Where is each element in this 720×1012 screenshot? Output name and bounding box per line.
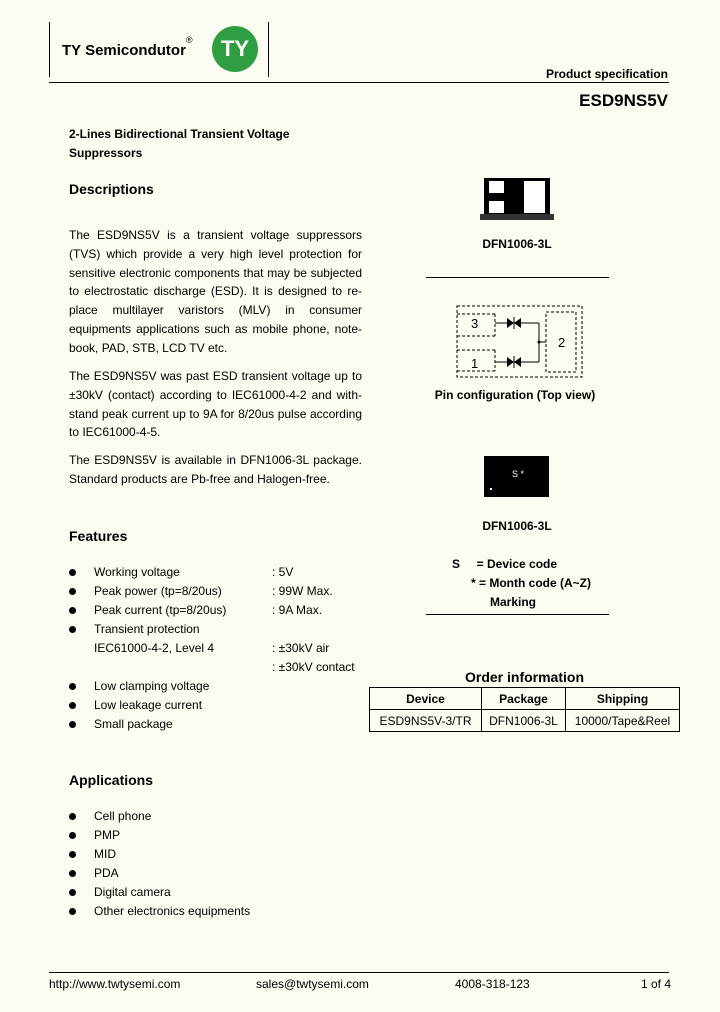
feature-value: : 99W Max. xyxy=(272,584,333,598)
order-table-header xyxy=(370,688,680,710)
bullet-icon xyxy=(69,683,76,690)
order-table-row xyxy=(370,710,680,732)
company-name: TY Semicondutor® xyxy=(62,35,193,59)
application-label: PMP xyxy=(94,828,121,842)
marking-rule xyxy=(426,614,609,615)
feature-row xyxy=(69,677,369,696)
pin-3-label: 3 xyxy=(471,316,479,331)
footer-url[interactable]: http://www.twtysemi.com xyxy=(49,977,181,991)
feature-row xyxy=(69,658,369,677)
feature-value: : 9A Max. xyxy=(272,603,323,617)
application-item xyxy=(69,845,369,864)
bullet-icon xyxy=(69,870,76,877)
bullet-icon xyxy=(69,588,76,595)
descriptions-heading: Descriptions xyxy=(69,181,154,197)
application-item xyxy=(69,902,369,921)
marking-image xyxy=(484,456,549,497)
marking-label: Marking xyxy=(490,595,537,609)
application-item xyxy=(69,864,369,883)
feature-row xyxy=(69,563,369,582)
header-left-rule xyxy=(49,22,50,77)
feature-row xyxy=(69,639,369,658)
feature-label: Low leakage current xyxy=(94,698,203,712)
application-item xyxy=(69,807,369,826)
feature-label: Small package xyxy=(94,717,173,731)
footer-rule xyxy=(49,972,669,973)
part-number: ESD9NS5V xyxy=(579,91,668,110)
order-header-shipping: Shipping xyxy=(566,688,680,710)
company-logo: TY xyxy=(212,26,258,72)
order-info-title: Order information xyxy=(464,669,584,685)
pin-2-label: 2 xyxy=(558,335,566,350)
feature-label: Peak power (tp=8/20us) xyxy=(94,584,222,598)
bullet-icon xyxy=(69,908,76,915)
document-title: 2-Lines Bidirectional Transient Voltage Suppressors xyxy=(69,127,290,160)
feature-value: : ±30kV air xyxy=(272,641,330,655)
bullet-icon xyxy=(69,626,76,633)
marking-package-label: DFN1006-3L xyxy=(482,519,552,533)
package-label: DFN1006-3L xyxy=(482,237,552,251)
application-label: PDA xyxy=(94,866,119,880)
bullet-icon xyxy=(69,889,76,896)
order-cell-shipping: 10000/Tape&Reel xyxy=(566,710,680,732)
feature-row xyxy=(69,601,369,620)
pin-config-label: Pin configuration (Top view) xyxy=(434,388,596,402)
feature-row xyxy=(69,696,369,715)
application-label: Other electronics equipments xyxy=(94,904,251,918)
marking-text: S * xyxy=(512,469,525,479)
feature-label: Peak current (tp=8/20us) xyxy=(94,603,227,617)
bullet-icon xyxy=(69,832,76,839)
pin-config-diagram xyxy=(455,304,585,380)
footer-page-number: 1 of 4 xyxy=(640,977,671,991)
description-paragraph-3: The ESD9NS5V is available in DFN1006-3L package. Standard products are Pb-free and Halogen-free. xyxy=(69,453,362,486)
feature-label: Working voltage xyxy=(94,565,180,579)
application-label: MID xyxy=(94,847,116,861)
header-right-rule xyxy=(268,22,269,77)
bullet-icon xyxy=(69,813,76,820)
bullet-icon xyxy=(69,851,76,858)
package-rule xyxy=(426,277,609,278)
bullet-icon xyxy=(69,702,76,709)
order-cell-package: DFN1006-3L xyxy=(482,710,566,732)
marking-legend-s: S = Device code xyxy=(452,557,558,571)
footer-phone: 4008-318-123 xyxy=(455,977,530,991)
application-label: Cell phone xyxy=(94,809,152,823)
pin1-dot xyxy=(490,488,492,490)
application-item xyxy=(69,826,369,845)
order-header-package: Package xyxy=(482,688,566,710)
bullet-icon xyxy=(69,569,76,576)
feature-label: Transient protection xyxy=(94,622,200,636)
order-cell-device: ESD9NS5V-3/TR xyxy=(370,710,482,732)
bullet-icon xyxy=(69,721,76,728)
footer-email[interactable]: sales@twtysemi.com xyxy=(256,977,369,991)
description-paragraph-1: The ESD9NS5V is a transient voltage suppressors (TVS) which provide a very high level protection for sensitive electronic components that may be subjected to electrostatic discharge (ESD). It is designed to re-place multilayer varistors (MLV) in consumer equipments applications such as mobile phone, note-book, PAD, STB, LCD TV etc. xyxy=(69,228,362,355)
feature-row xyxy=(69,620,369,639)
application-label: Digital camera xyxy=(94,885,171,899)
package-image xyxy=(480,174,554,222)
features-heading: Features xyxy=(69,528,128,544)
feature-label: IEC61000-4-2, Level 4 xyxy=(94,641,215,655)
pin-1-label: 1 xyxy=(471,356,479,371)
feature-label: Low clamping voltage xyxy=(94,679,210,693)
feature-value: : ±30kV contact xyxy=(272,660,355,674)
order-header-device: Device xyxy=(370,688,482,710)
application-item xyxy=(69,883,369,902)
feature-row xyxy=(69,582,369,601)
feature-value: : 5V xyxy=(272,565,294,579)
header-rule xyxy=(49,82,669,83)
feature-row xyxy=(69,715,369,734)
product-spec-label: Product specification xyxy=(545,67,668,81)
marking-legend-star: * = Month code (A~Z) xyxy=(471,576,591,590)
bullet-icon xyxy=(69,607,76,614)
description-paragraph-2: The ESD9NS5V was past ESD transient voltage up to ±30kV (contact) according to IEC61000-4-2 and with-stand peak current up to 9A for 8/20us pulse according to IEC61000-4-5. xyxy=(69,369,362,440)
applications-heading: Applications xyxy=(69,772,154,788)
order-table xyxy=(369,687,680,732)
